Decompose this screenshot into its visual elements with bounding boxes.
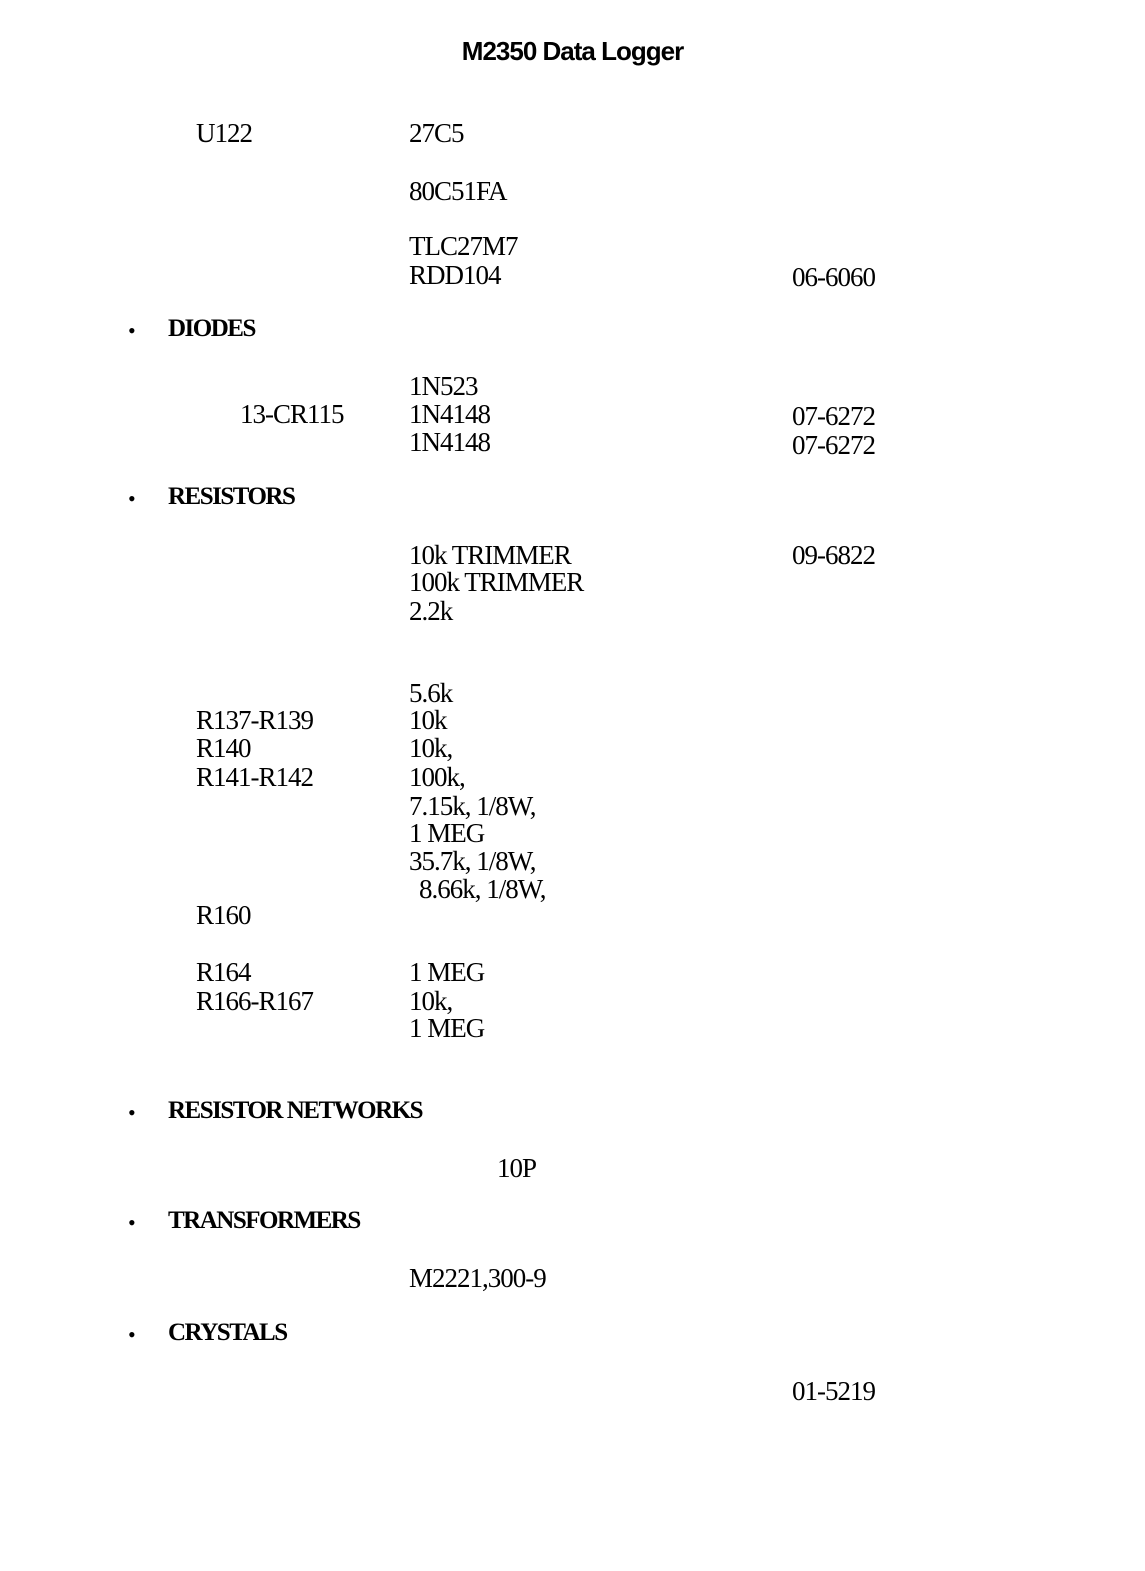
stock-crystal: 01-5219: [792, 1376, 875, 1406]
ref-u122: U122: [196, 118, 252, 148]
bullet-resistor-networks: •: [128, 1100, 136, 1125]
part-8-66k: 8.66k, 1/8W,: [419, 874, 546, 904]
bullet-crystals: •: [128, 1322, 136, 1347]
bullet-resistors: •: [128, 486, 136, 511]
part-10k-comma-b: 10k,: [409, 986, 453, 1016]
part-1meg-c: 1 MEG: [409, 1013, 485, 1043]
part-1n4148-b: 1N4148: [409, 427, 490, 457]
bullet-diodes: •: [128, 318, 136, 343]
ref-r140: R140: [196, 733, 251, 763]
stock-10k-trimmer: 09-6822: [792, 540, 875, 570]
part-10k-trimmer: 10k TRIMMER: [409, 540, 571, 570]
part-7-15k: 7.15k, 1/8W,: [409, 791, 536, 821]
part-10k: 10k: [409, 705, 447, 735]
part-1meg-b: 1 MEG: [409, 957, 485, 987]
part-10p: 10P: [497, 1153, 537, 1183]
part-2-2k: 2.2k: [409, 596, 453, 626]
ref-r160: R160: [196, 900, 251, 930]
ref-r141-r142: R141-R142: [196, 762, 314, 792]
part-27c5: 27C5: [409, 118, 464, 148]
part-80c51fa: 80C51FA: [409, 176, 507, 206]
part-10k-comma: 10k,: [409, 733, 453, 763]
part-m2221: M2221,300-9: [409, 1263, 546, 1293]
ref-r166-r167: R166-R167: [196, 986, 314, 1016]
part-35-7k: 35.7k, 1/8W,: [409, 846, 536, 876]
ref-r164: R164: [196, 957, 251, 987]
part-1n523: 1N523: [409, 371, 478, 401]
section-heading-transformers: TRANSFORMERS: [168, 1207, 360, 1234]
part-100k-trimmer: 100k TRIMMER: [409, 567, 584, 597]
stock-1n4148-b: 07-6272: [792, 430, 875, 460]
part-100k-comma: 100k,: [409, 762, 465, 792]
stock-rdd104: 06-6060: [792, 262, 875, 292]
bullet-transformers: •: [128, 1210, 136, 1235]
part-1meg-a: 1 MEG: [409, 818, 485, 848]
part-1n4148-a: 1N4148: [409, 399, 490, 429]
part-rdd104: RDD104: [409, 260, 501, 290]
page-title: M2350 Data Logger: [461, 36, 684, 66]
section-heading-crystals: CRYSTALS: [168, 1319, 287, 1346]
ref-r137-r139: R137-R139: [196, 705, 314, 735]
section-heading-resistors: RESISTORS: [168, 483, 295, 510]
ref-cr115: 13-CR115: [240, 399, 344, 429]
part-5-6k: 5.6k: [409, 678, 453, 708]
part-tlc27m7: TLC27M7: [409, 231, 518, 261]
stock-1n4148-a: 07-6272: [792, 401, 875, 431]
section-heading-diodes: DIODES: [168, 315, 255, 342]
section-heading-resistor-networks: RESISTOR NETWORKS: [168, 1097, 422, 1124]
